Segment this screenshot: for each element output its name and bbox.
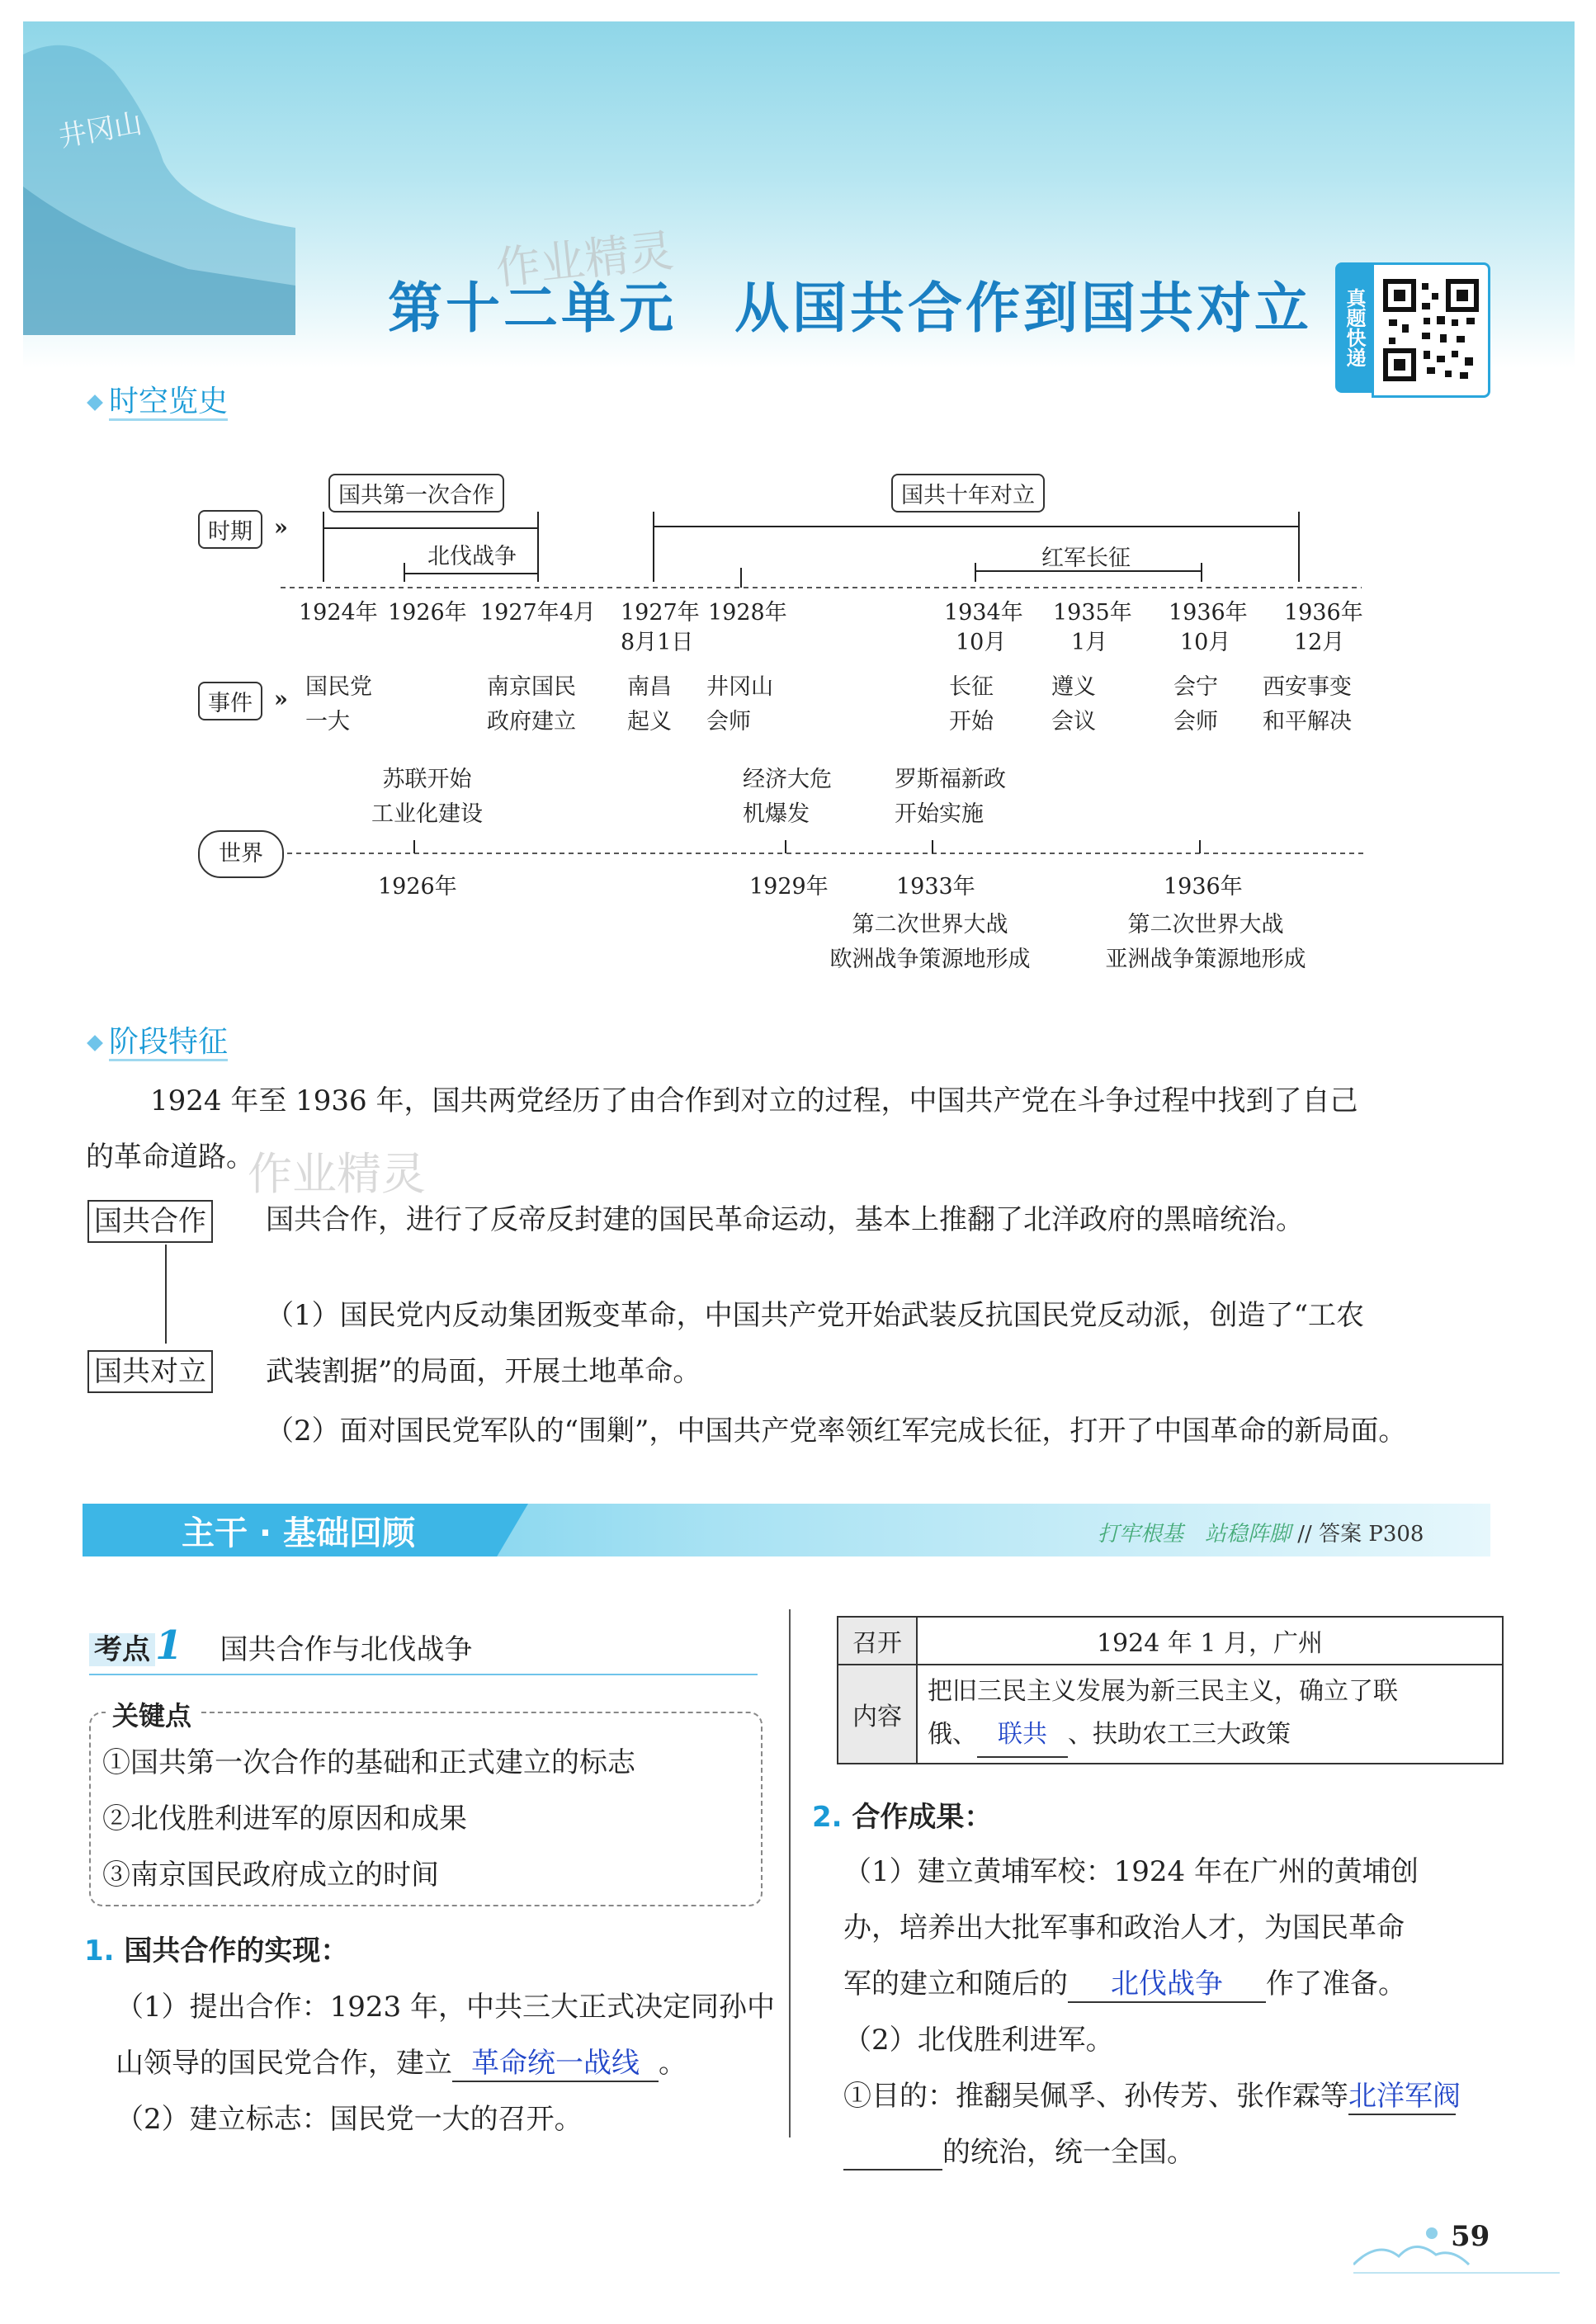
row-label-period: 时期 (198, 510, 262, 549)
section-band-right: 打牢根基 站稳阵脚 // 答案 P308 (1098, 1522, 1424, 1547)
date: 1935年 (1053, 600, 1132, 626)
table-head-content: 内容 (838, 1665, 917, 1764)
watermark: 作业精灵 (248, 1148, 426, 1200)
features-intro: 的革命道路。 (86, 1141, 254, 1174)
tag-oppose: 国共对立 (87, 1350, 213, 1393)
column-divider (789, 1609, 791, 2137)
answer-ally-communist: 联共 (998, 1720, 1047, 1749)
right-para: 办，培养出大批军事和政治人才，为国民革命 (843, 1911, 1405, 1944)
period-box-ten-years: 国共十年对立 (891, 474, 1045, 513)
qr-tab-label: 真题快递 (1335, 262, 1373, 393)
page-number: 59 (1451, 2220, 1490, 2253)
table-cell: 1924 年 1 月，广州 (917, 1617, 1503, 1665)
world-event: 经济大危 机爆发 (743, 767, 832, 827)
key-point: ②北伐胜利进军的原因和成果 (102, 1802, 467, 1835)
date: 1936年 (1169, 600, 1248, 626)
period-label-long-march: 红军长征 (1041, 546, 1131, 571)
event: 国民党 一大 (305, 674, 372, 735)
date: 8月1日 (621, 630, 694, 655)
features-section-heading: 阶段特征 (89, 1018, 228, 1060)
timeline-section-heading: 时空览史 (89, 378, 228, 420)
subheading-2: 2. 合作成果： (812, 1801, 993, 1834)
key-point: ①国共第一次合作的基础和正式建立的标志 (102, 1746, 635, 1779)
date: 1936年 (1284, 600, 1363, 626)
connector-line (165, 1245, 167, 1344)
coop-text: 国共合作，进行了反帝反封建的国民革命运动，基本上推翻了北洋政府的黑暗统治。 (266, 1203, 1304, 1236)
answer-united-front: 革命统一战线 (471, 2047, 640, 2080)
event: 南昌 起义 (627, 674, 672, 735)
section-band-title: 主干 · 基础回顾 (182, 1514, 416, 1552)
date: 10月 (956, 630, 1007, 655)
world-year: 1929年 (749, 874, 829, 900)
row-label-events: 事件 (198, 682, 262, 720)
date: 12月 (1294, 630, 1345, 655)
features-intro: 1924 年至 1936 年，国共两党经历了由合作到对立的过程，中国共产党在斗争过程中找到了自己 (150, 1084, 1358, 1117)
right-para: ①目的：推翻吴佩孚、孙传芳、张作霖等北洋军阀 (843, 2073, 1456, 2115)
watermark: 作业精灵 (493, 224, 677, 295)
world-event: 第二次世界大战 亚洲战争策源地形成 (1105, 912, 1306, 972)
tag-coop: 国共合作 (87, 1200, 213, 1243)
world-event: 苏联开始 工业化建设 (371, 767, 483, 827)
table-head-convene: 召开 (838, 1617, 917, 1665)
date: 1927年4月 (480, 600, 596, 626)
right-para: 的统治，统一全国。 (843, 2129, 1195, 2170)
event: 长征 开始 (949, 674, 994, 735)
date: 1926年 (388, 600, 467, 626)
row-label-world: 世界 (198, 830, 284, 878)
world-year: 1933年 (896, 874, 975, 900)
world-event: 第二次世界大战 欧洲战争策源地形成 (829, 912, 1031, 972)
date: 1934年 (944, 600, 1023, 626)
oppose-text: （1）国民党内反动集团叛变革命，中国共产党开始武装反抗国民党反动派，创造了“工农 (266, 1299, 1365, 1332)
kaodian-underline (89, 1674, 758, 1675)
date: 1927年 (621, 600, 700, 626)
oppose-text: （2）面对国民党军队的“围剿”，中国共产党率领红军完成长征，打开了中国革命的新局面。 (266, 1415, 1407, 1448)
diamond-icon (87, 1035, 103, 1051)
left-para: 山领导的国民党合作，建立 革命统一战线 。 (116, 2040, 687, 2082)
left-para: （2）建立标志：国民党一大的召开。 (116, 2103, 583, 2136)
cliff-inscription: 井冈山 (55, 106, 145, 154)
world-year: 1936年 (1164, 874, 1243, 900)
event: 南京国民 政府建立 (487, 674, 576, 735)
event: 井冈山 会师 (706, 674, 773, 735)
event: 会宁 会师 (1173, 674, 1218, 735)
table-cell: 把旧三民主义发展为新三民主义，确立了联 俄、 联共 、扶助农工三大政策 (917, 1665, 1503, 1764)
right-para: （2）北伐胜利进军。 (843, 2024, 1114, 2057)
unit-title: 第十二单元 从国共合作到国共对立 (388, 276, 1312, 340)
right-para: 军的建立和随后的 北伐战争 作了准备。 (843, 1961, 1406, 2003)
period-label-northern-expedition: 北伐战争 (427, 544, 517, 569)
key-point: ③南京国民政府成立的时间 (102, 1859, 439, 1892)
world-event: 罗斯福新政 开始实施 (895, 767, 1006, 827)
chevron-right-icon: » (274, 687, 288, 712)
chevron-right-icon: » (274, 515, 288, 541)
date: 1924年 (299, 600, 378, 626)
left-para: （1）提出合作：1923 年，中共三大正式决定同孙中 (116, 1991, 775, 2024)
answer-northern-expedition: 北伐战争 (1111, 1967, 1223, 2000)
subheading-1: 1. 国共合作的实现： (84, 1934, 349, 1967)
period-box-first-coop: 国共第一次合作 (328, 474, 504, 513)
date: 10月 (1180, 630, 1231, 655)
date: 1928年 (708, 600, 787, 626)
event: 遵义 会议 (1051, 674, 1096, 735)
date: 1月 (1071, 630, 1108, 655)
key-points-label: 关键点 (106, 1695, 198, 1733)
kaodian-heading: 考点 1 国共合作与北伐战争 (89, 1623, 473, 1669)
event: 西安事变 和平解决 (1263, 674, 1352, 735)
info-table (837, 1616, 1504, 1764)
right-para: （1）建立黄埔军校：1924 年在广州的黄埔创 (843, 1855, 1419, 1888)
world-year: 1926年 (378, 874, 457, 900)
answer-beiyang-warlords: 北洋军阀 (1348, 2080, 1461, 2113)
oppose-text: 武装割据”的局面，开展土地革命。 (266, 1355, 701, 1388)
